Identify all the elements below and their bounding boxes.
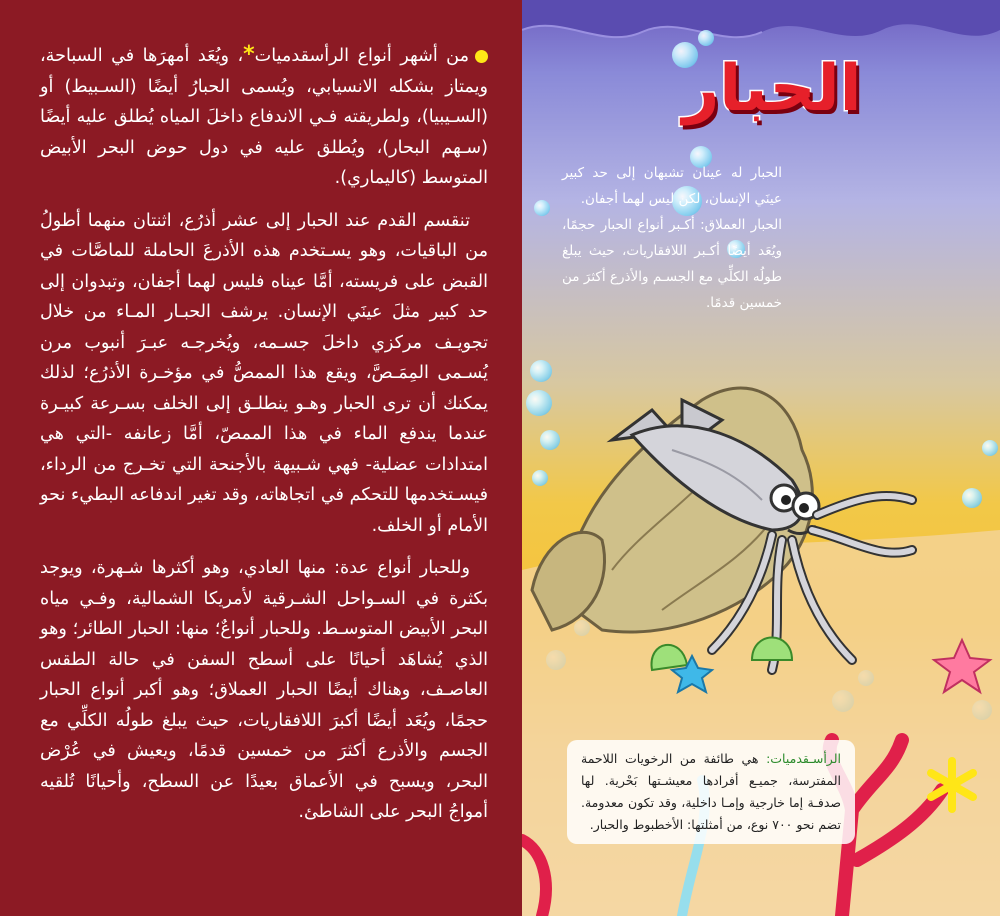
footnote-box [567, 740, 855, 844]
paragraph-types: وللحبار أنواع عدة: منها العادي، وهو أكثرها شـهرة، ويوجد بكثرة في السـواحل الشـرقية لأمريكا الشمالية، وفـي مياه البحر الأبيض المتوسـط. وللحبار أنواعٌ؛ منها: الحبار الطائر؛ وهو الذي يُشاهَد أحيانًا على أسطح السفن في حالة الطقس العاصـف، وهناك أيضًا الحبار العملاق؛ وهو أكبر أنواع الحبار حجمًا، ويُعَد أيضًا أكبرَ اللافقاريات، حيث يبلغ طولُه الكلِّي مع الجسم والأذرع أكثرَ من خمسين قدمًا، ويعيش في عُرْض البحر، ويسبح في الأعماق بعيدًا عن السطح، وأحيانًا تُلقيه أمواجُ البحر على الشاطئ. [40, 558, 488, 822]
footnote-text: هي طائفة من الرخويات اللاحمة المفترسة، جميـع أفرادها معيشـتها بَحْرية. لها صدفـة إما خارجية وإمـا داخلية، وقد تكون معدومة. تضم نحو ٧٠٠ نوع، من أمثلتها: الأخطبوط والحبار. [581, 751, 841, 832]
bubble-icon [534, 200, 550, 216]
page-title: الحبار [682, 52, 862, 126]
surface-wave-decoration [522, 0, 1000, 60]
intro-rest: ، ويُعَد أمهرَها في السباحة، ويمتاز بشكله الانسيابي، ويُسمى الحبارُ أيضًا (السـبيط) أو (السـيبيا)، ولطريقته فـي الاندفاع داخلَ المياه يُطلق عليه أيضًا (سـهم البحار)، ويُطلق عليه في دول حوض البحر الأبيض المتوسط (كاليماري). [40, 46, 488, 188]
sidebar-description [562, 160, 782, 316]
bullet-dot-icon [475, 50, 488, 63]
intro-lead: من أشهر أنواع الرأسقدميات [254, 46, 470, 66]
asterisk-star-icon: * [243, 42, 255, 67]
paragraph-anatomy: تنقسم القدم عند الحبار إلى عشر أذرُع، اثنتان منهما أطولُ من الباقيات، وهو يسـتخدم هذه الأذرعَ الحاملة للماصَّات في القبض على فريسته، أمَّا عيناه فليس لهما أجفان، وتبدوان إلى حد كبير مثلَ عينَي الإنسان. يرشف الحبـار المـاء من خلال تجويـف مركزي داخلَ جسـمه، ويُخرجـه عبـرَ أنبوب مرن يُسـمى المِمَـصَّ، ويقع هذا الممصُّ في مؤخـرة الأذرُع؛ لذلك يمكنك أن ترى الحبار وهـو ينطلـق إلى الخلف بسـرعة كبيـرة عندما يندفع الماء في هذا الممصّ، أمَّا زعانفه -التي هي امتدادات عضلية- فهي شـبيهة بالأجنحة التي تخـرج من الرداء، فيسـتخدمها للتحكم في اتجاهاته، وقد تغير اندفاعه البطيء نحو الأمام أو الخلف. [40, 210, 488, 536]
footnote-term: الرأسـقدميات: [766, 751, 841, 766]
paragraph-intro [40, 40, 488, 194]
desc-giant: الحبار العملاق: أكـبر أنواع الحبار حجمًا، ويُعَد أيضًا أكـبر اللافقاريات، حيث يبلغ طولُه الكلِّي مع الجسـم والأذرع أكثرَ من خمسين قدمًا. [562, 217, 782, 311]
asterisk-star-icon [922, 755, 982, 815]
illustration-panel [522, 0, 1000, 916]
desc-eyes: الحبار له عينان تشبهان إلى حد كبير عينَي الإنسان، لكن ليس لهما أجفان. [562, 165, 782, 207]
bubble-icon [698, 30, 714, 46]
